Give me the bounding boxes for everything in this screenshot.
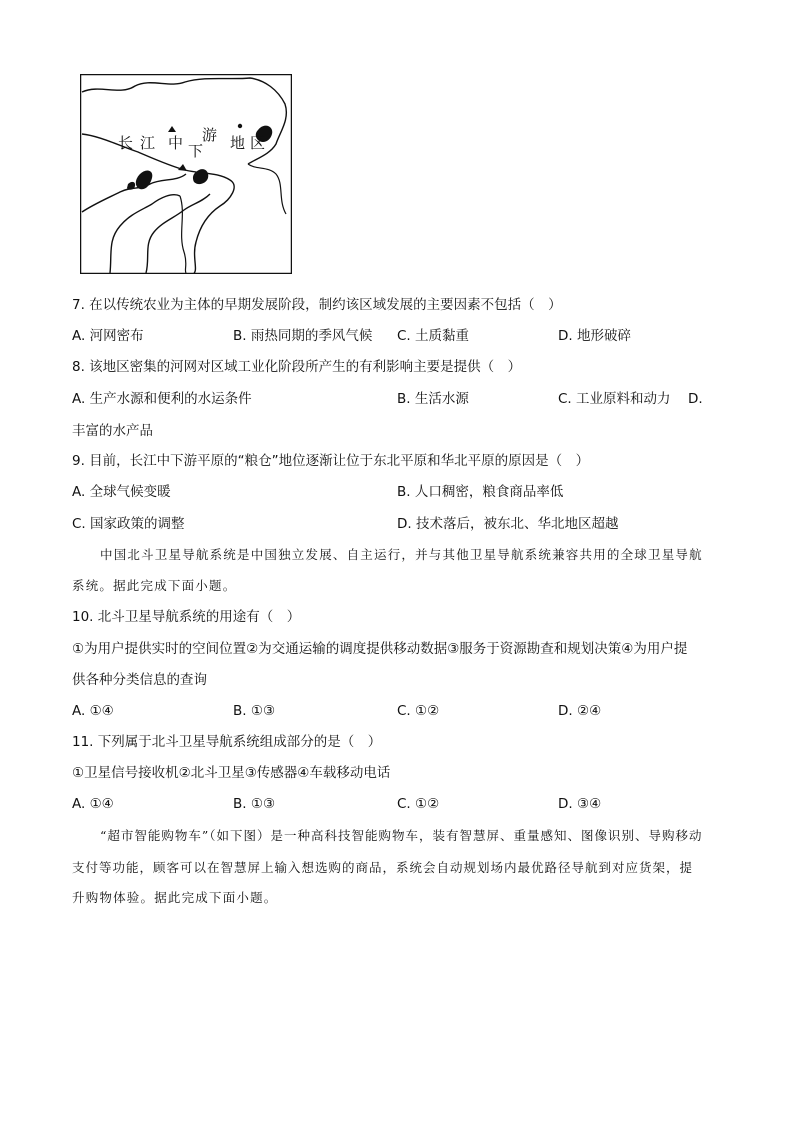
question-11-statements: ①卫星信号接收机②北斗卫星③传感器④车载移动电话	[72, 765, 391, 781]
question-7-option-c: C. 土质黏重	[397, 328, 470, 344]
map-label-char: 游	[202, 126, 218, 144]
beidou-intro-line2: 系统。据此完成下面小题。	[72, 578, 237, 593]
question-8-option-a: A. 生产水源和便利的水运条件	[72, 391, 252, 407]
question-10-statements-line1: ①为用户提供实时的空间位置②为交通运输的调度提供移动数据③服务于资源勘查和规划决策④为用户提	[72, 641, 688, 657]
map-label-char: 地	[230, 134, 246, 152]
question-7-stem: 7. 在以传统农业为主体的早期发展阶段，制约该区域发展的主要因素不包括（ ）	[72, 297, 562, 313]
cart-intro-line1: “超市智能购物车”（如下图）是一种高科技智能购物车，装有智慧屏、重量感知、图像识别、导购移动	[100, 828, 703, 843]
question-10-stem: 10. 北斗卫星导航系统的用途有（ ）	[72, 609, 301, 625]
question-10-option-a: A. ①④	[72, 703, 114, 719]
cart-intro-line3: 升购物体验。据此完成下面小题。	[72, 890, 278, 905]
map-label-char: 中	[168, 134, 184, 152]
question-9-option-b: B. 人口稠密，粮食商品率低	[397, 484, 564, 500]
map-label-char: 江	[140, 134, 156, 152]
map-label-char: 区	[250, 134, 266, 152]
beidou-intro-line1: 中国北斗卫星导航系统是中国独立发展、自主运行，并与其他卫星导航系统兼容共用的全球卫星导航	[100, 547, 703, 562]
question-11-option-d: D. ③④	[558, 796, 602, 812]
question-10-option-c: C. ①②	[397, 703, 440, 719]
question-11-option-a: A. ①④	[72, 796, 114, 812]
question-8-option-c: C. 工业原料和动力	[558, 391, 671, 407]
question-8-option-d: D.	[688, 391, 703, 407]
map-dot	[238, 124, 242, 128]
question-8-stem: 8. 该地区密集的河网对区域工业化阶段所产生的有利影响主要是提供（ ）	[72, 359, 522, 375]
map-label-char: 下	[188, 142, 204, 160]
question-9-option-a: A. 全球气候变暖	[72, 484, 171, 500]
question-7-option-d: D. 地形破碎	[558, 328, 631, 344]
yangtze-region-map	[80, 74, 292, 274]
question-9-option-c: C. 国家政策的调整	[72, 516, 185, 532]
question-9-option-d: D. 技术落后，被东北、华北地区超越	[397, 516, 619, 532]
question-8-option-d-continuation: 丰富的水产品	[72, 423, 153, 439]
question-10-option-d: D. ②④	[558, 703, 602, 719]
question-11-option-b: B. ①③	[233, 796, 276, 812]
question-7-option-a: A. 河网密布	[72, 328, 144, 344]
question-10-option-b: B. ①③	[233, 703, 276, 719]
cart-intro-line2: 支付等功能，顾客可以在智慧屏上输入想选购的商品，系统会自动规划场内最优路径导航到对应货架，提	[72, 860, 694, 875]
question-10-statements-line2: 供各种分类信息的查询	[72, 672, 207, 688]
question-8-option-b: B. 生活水源	[397, 391, 469, 407]
question-7-option-b: B. 雨热同期的季风气候	[233, 328, 373, 344]
map-label-char: 长	[118, 134, 134, 152]
question-11-option-c: C. ①②	[397, 796, 440, 812]
question-11-stem: 11. 下列属于北斗卫星导航系统组成部分的是（ ）	[72, 734, 382, 750]
question-9-stem: 9. 目前，长江中下游平原的“粮仓”地位逐渐让位于东北平原和华北平原的原因是（ ）	[72, 453, 590, 469]
